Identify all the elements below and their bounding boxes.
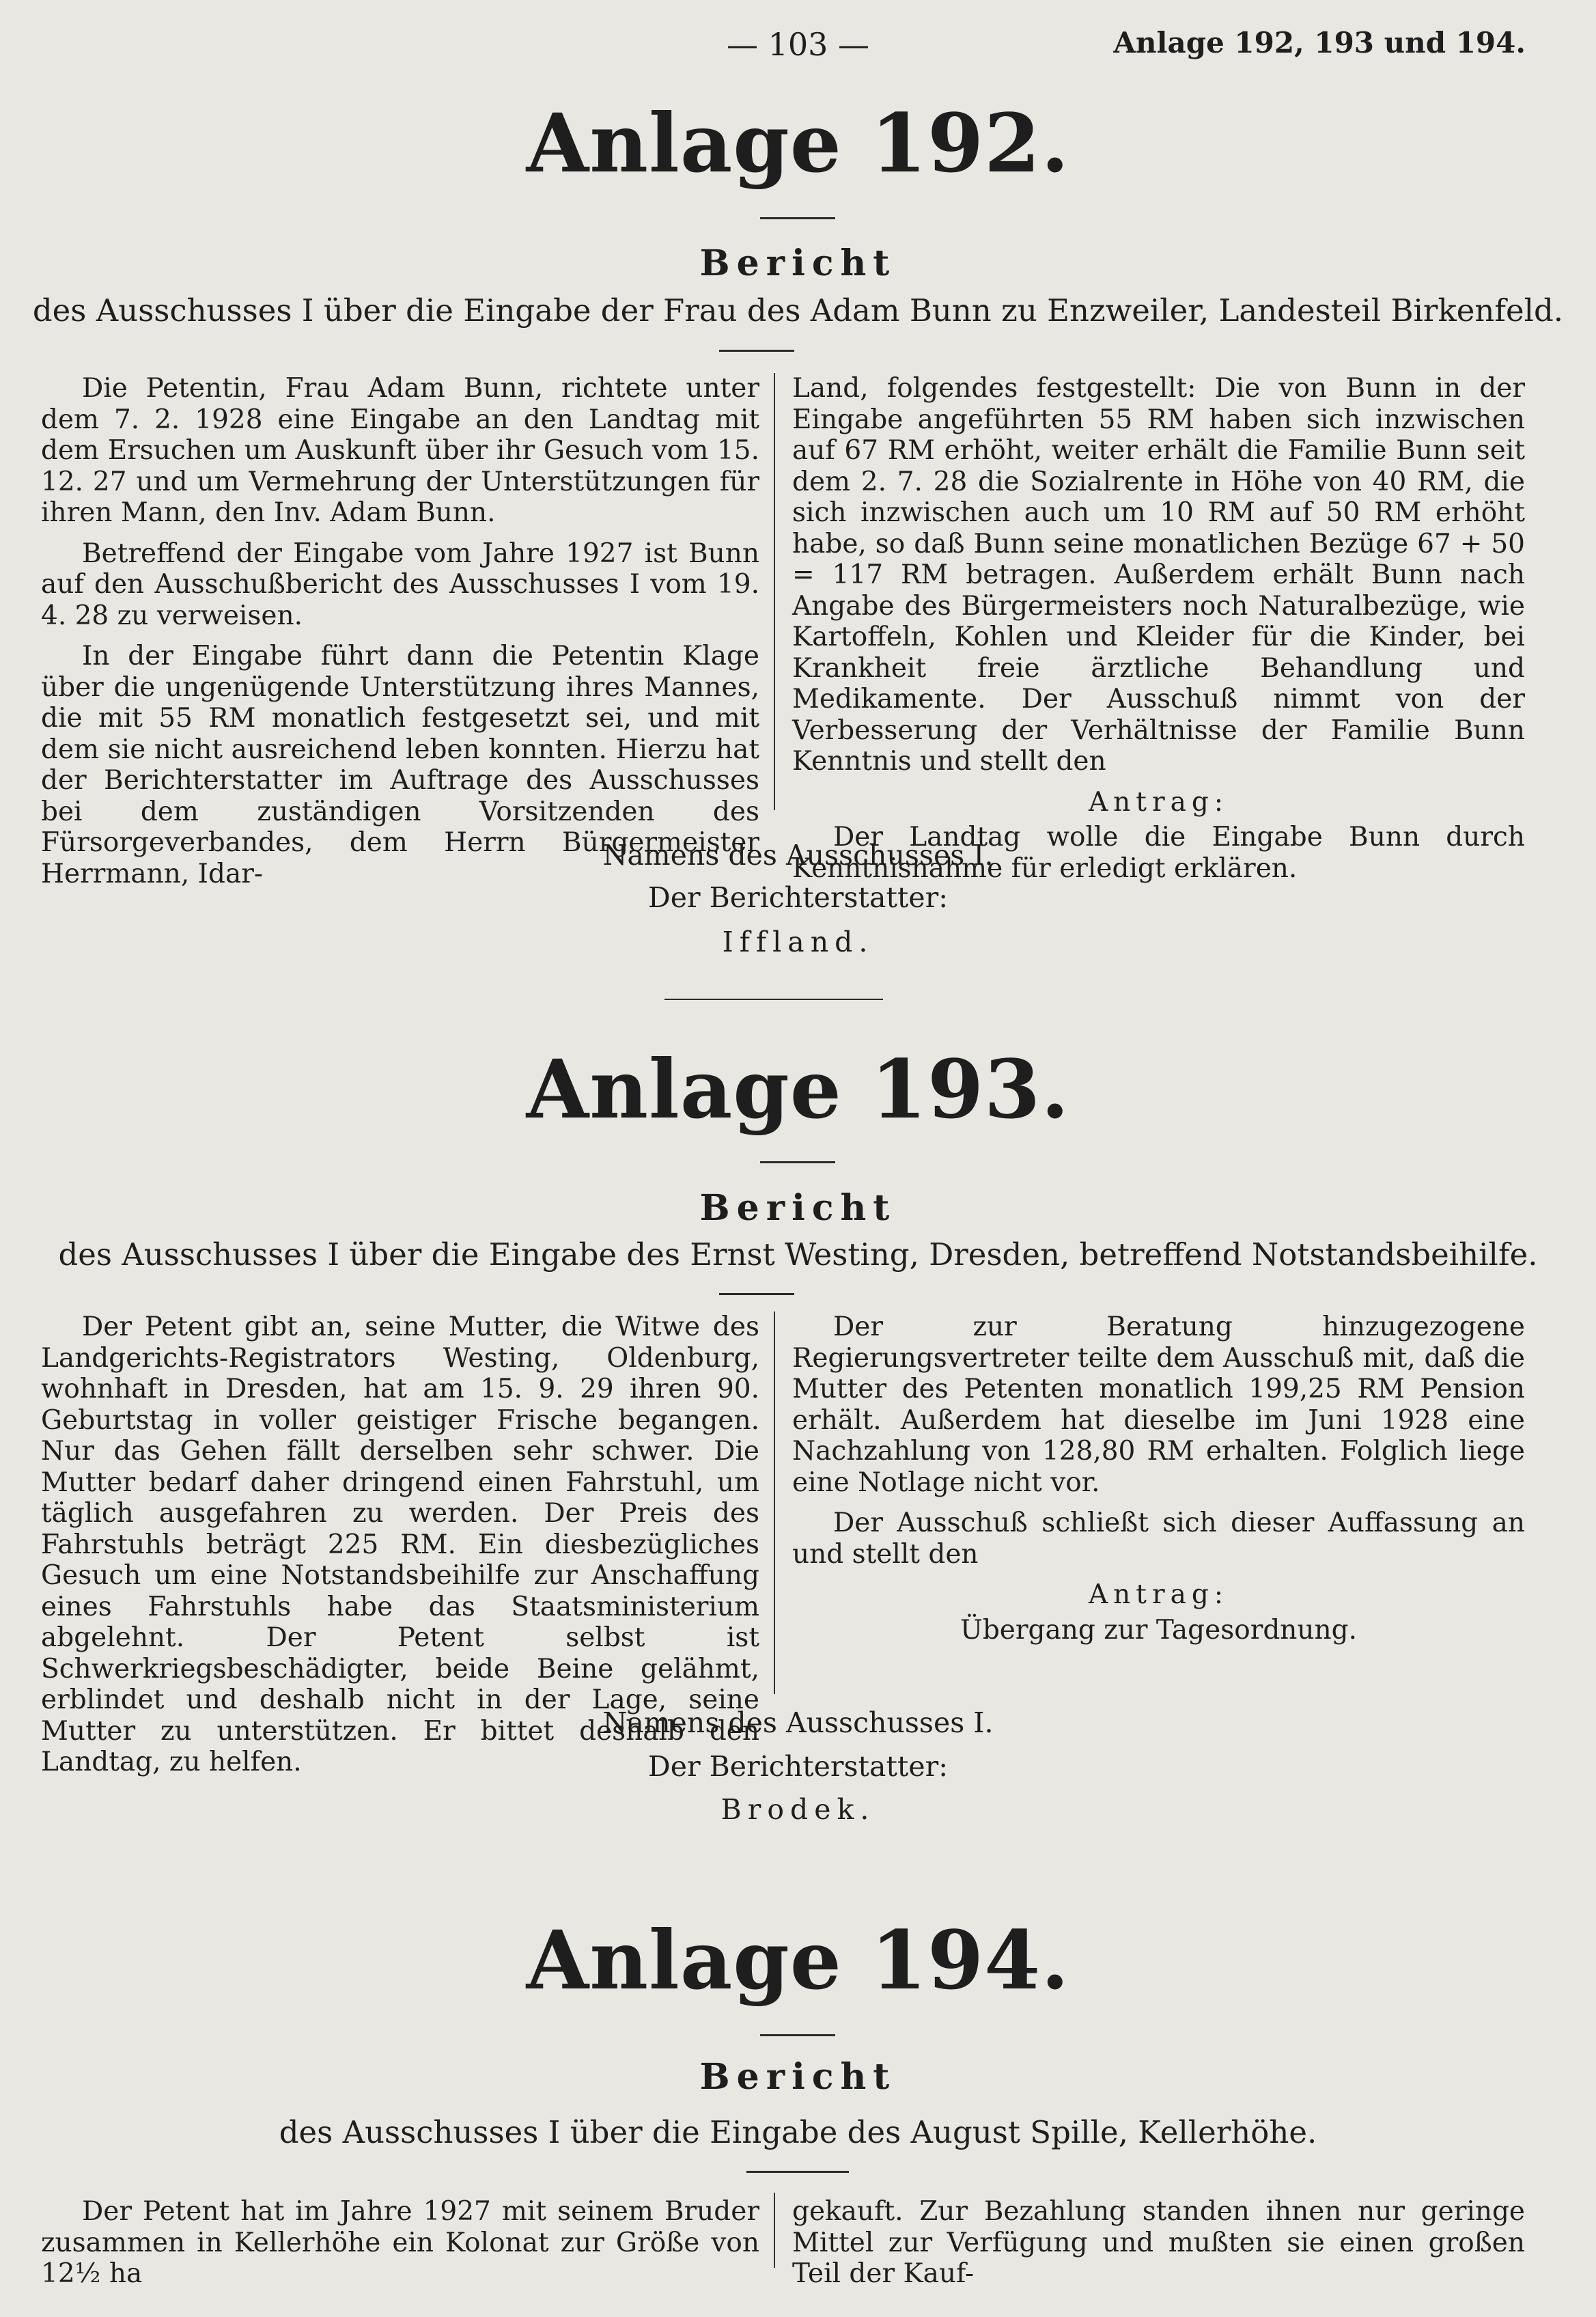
anlage-192-title: Anlage 192. <box>526 96 1070 191</box>
anlage-192-subject: des Ausschusses I über die Eingabe der Frau des Adam Bunn zu Enzweiler, Landesteil Birkenfeld. <box>32 292 1564 329</box>
subject-rule <box>746 2171 849 2173</box>
page-number: — 103 — <box>726 26 870 63</box>
anlage-192-right-column <box>792 373 1525 884</box>
anlage-193-subject: des Ausschusses I über die Eingabe des Ernst Westing, Dresden, betreffend Notstandsbeihilfe. <box>58 1236 1538 1273</box>
antrag-label: Antrag: <box>1089 1579 1229 1610</box>
antrag-text: Übergang zur Tagesordnung. <box>960 1614 1358 1646</box>
antrag-text: Der Landtag wolle die Eingabe Bunn durch Kenntnisnahme für erledigt erklären. <box>792 822 1525 884</box>
column-divider <box>774 373 775 810</box>
paragraph: In der Eingabe führt dann die Petentin Klage über die ungenügende Unterstützung ihres Mannes, die mit 55 RM monatlich festgesetzt sei, und mit dem sie nicht ausreichend leben konnten. Hierzu hat der Berichterstatter im Auftrage des Ausschusses bei dem zuständigen Vorsitzenden des Fürsorgeverbandes, dem Herrn Bürgermeister Herrmann, Idar- <box>41 641 759 889</box>
subject-rule <box>719 350 794 352</box>
column-divider <box>774 1312 775 1694</box>
paragraph: Betreffend der Eingabe vom Jahre 1927 ist Bunn auf den Ausschußbericht des Ausschusses I vom 19. 4. 28 zu verweisen. <box>41 538 759 631</box>
anlage-194-left-column <box>41 2196 759 2299</box>
berichterstatter-name: Brodek. <box>720 1793 876 1826</box>
paragraph: Der Petent hat im Jahre 1927 mit seinem Bruder zusammen in Kellerhöhe ein Kolonat zur Größe von 12½ ha <box>41 2196 759 2289</box>
berichterstatter-label: Der Berichterstatter: <box>647 1750 949 1783</box>
section-separator <box>664 999 883 1000</box>
column-divider <box>774 2193 775 2268</box>
paragraph: Der zur Beratung hinzugezogene Regierungsvertreter teilte dem Ausschuß mit, daß die Mutter des Petenten monatlich 199,25 RM Pension erhält. Außerdem hat dieselbe im Juni 1928 eine Nachzahlung von 128,80 RM erhalten. Folglich liege eine Notlage nicht vor. <box>792 1312 1525 1498</box>
anlage-194-subject: des Ausschusses I über die Eingabe des August Spille, Kellerhöhe. <box>279 2114 1317 2150</box>
berichterstatter-name: Iffland. <box>722 926 874 958</box>
title-rule <box>760 217 835 219</box>
anlage-193-title: Anlage 193. <box>526 1042 1070 1137</box>
berichterstatter-label: Der Berichterstatter: <box>647 881 949 914</box>
running-head: Anlage 192, 193 und 194. <box>1113 26 1526 59</box>
anlage-194-title: Anlage 194. <box>526 1913 1070 2008</box>
paragraph: Der Ausschuß schließt sich dieser Auffassung an und stellt den <box>792 1508 1525 1570</box>
paragraph: Der Petent gibt an, seine Mutter, die Witwe des Landgerichts-Registrators Westing, Oldenburg, wohnhaft in Dresden, hat am 15. 9. 29 ihren 90. Geburtstag in voller geistiger Frische begangen. Nur das Gehen fällt derselben sehr schwer. Die Mutter bedarf daher dringend einen Fahrstuhl, um täglich ausgefahren zu werden. Der Preis des Fahrstuhls beträgt 225 RM. Ein diesbezügliches Gesuch um eine Notstandsbeihilfe zur Anschaffung eines Fahrstuhls habe das Staatsministerium abgelehnt. Der Petent selbst ist Schwerkriegsbeschädigter, beide Beine gelähmt, erblindet und deshalb nicht in der Lage, seine Mutter zu unterstützen. Er bittet deshalb den Landtag, zu helfen. <box>41 1312 759 1777</box>
anlage-192-left-column <box>41 373 759 899</box>
anlage-194-report-label: Bericht <box>699 2056 897 2098</box>
anlage-193-report-label: Bericht <box>699 1187 897 1229</box>
paragraph: Land, folgendes festgestellt: Die von Bunn in der Eingabe angeführten 55 RM haben sich inzwischen auf 67 RM erhöht, weiter erhält die Familie Bunn seit dem 2. 7. 28 die Sozialrente in Höhe von 40 RM, die sich inzwischen auch um 10 RM auf 50 RM erhöht habe, so daß Bunn seine monatlichen Bezüge 67 + 50 = 117 RM betragen. Außerdem erhält Bunn nach Angabe des Bürgermeisters noch Naturalbezüge, wie Kartoffeln, Kohlen und Kleider für die Kinder, bei Krankheit freie ärztliche Behandlung und Medikamente. Der Ausschuß nimmt von der Verbesserung der Verhältnisse der Familie Bunn Kenntnis und stellt den <box>792 373 1525 777</box>
namens-line: Namens des Ausschusses I. <box>602 1706 994 1739</box>
namens-line: Namens des Ausschusses I. <box>602 839 994 872</box>
paragraph: Die Petentin, Frau Adam Bunn, richtete unter dem 7. 2. 1928 eine Eingabe an den Landtag mit dem Ersuchen um Auskunft über ihr Gesuch vom 15. 12. 27 und um Vermehrung der Unterstützungen für ihren Mann, den Inv. Adam Bunn. <box>41 373 759 528</box>
title-rule <box>760 1161 835 1163</box>
antrag-label: Antrag: <box>1089 786 1229 818</box>
paragraph: gekauft. Zur Bezahlung standen ihnen nur geringe Mittel zur Verfügung und mußten sie einen großen Teil der Kauf- <box>792 2196 1525 2289</box>
anlage-193-right-column <box>792 1312 1525 1646</box>
anlage-194-right-column <box>792 2196 1525 2299</box>
anlage-192-report-label: Bericht <box>699 242 897 284</box>
subject-rule <box>719 1293 794 1295</box>
title-rule <box>760 2034 835 2036</box>
